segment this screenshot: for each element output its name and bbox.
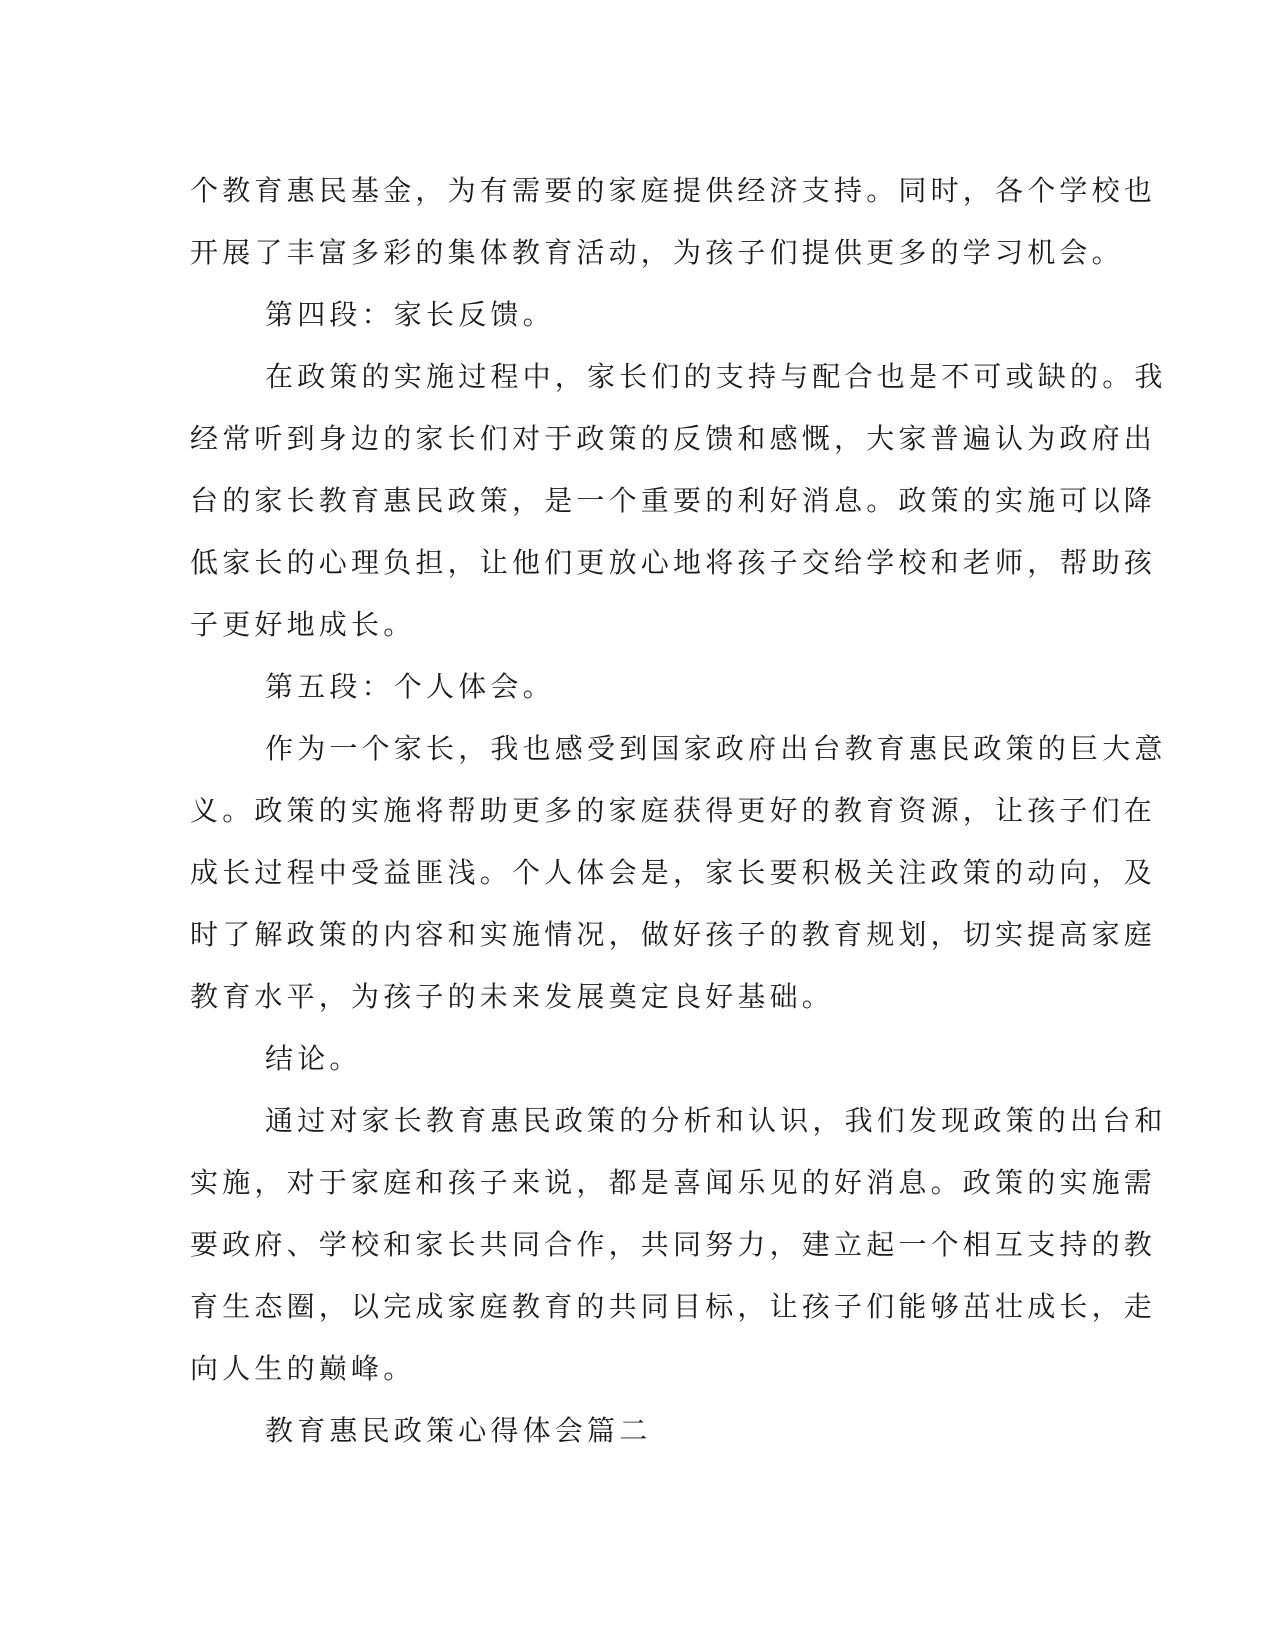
text-line: 个教育惠民基金，为有需要的家庭提供经济支持。同时，各个学校也 (190, 174, 1157, 207)
section-heading-conclusion: 结论。 (265, 1042, 362, 1075)
text-line: 通过对家长教育惠民政策的分析和认识，我们发现政策的出台和 (265, 1104, 1167, 1137)
text-line: 台的家长教育惠民政策，是一个重要的利好消息。政策的实施可以降 (190, 484, 1157, 517)
section-heading-5: 第五段：个人体会。 (265, 670, 555, 703)
text-line: 经常听到身边的家长们对于政策的反馈和感慨，大家普遍认为政府出 (190, 422, 1157, 455)
text-line: 实施，对于家庭和孩子来说，都是喜闻乐见的好消息。政策的实施需 (190, 1166, 1157, 1199)
text-line: 要政府、学校和家长共同合作，共同努力，建立起一个相互支持的教 (190, 1228, 1157, 1261)
section-heading-4: 第四段：家长反馈。 (265, 298, 555, 331)
text-line: 向人生的巅峰。 (190, 1352, 416, 1385)
text-line: 教育水平，为孩子的未来发展奠定良好基础。 (190, 980, 835, 1013)
text-line: 成长过程中受益匪浅。个人体会是，家长要积极关注政策的动向，及 (190, 856, 1157, 889)
text-line: 时了解政策的内容和实施情况，做好孩子的教育规划，切实提高家庭 (190, 918, 1157, 951)
article-title-part-two: 教育惠民政策心得体会篇二 (265, 1414, 652, 1447)
text-line: 子更好地成长。 (190, 608, 416, 641)
text-line: 在政策的实施过程中，家长们的支持与配合也是不可或缺的。我 (265, 360, 1167, 393)
text-line: 低家长的心理负担，让他们更放心地将孩子交给学校和老师，帮助孩 (190, 546, 1157, 579)
text-line: 育生态圈，以完成家庭教育的共同目标，让孩子们能够茁壮成长，走 (190, 1290, 1157, 1323)
text-line: 开展了丰富多彩的集体教育活动，为孩子们提供更多的学习机会。 (190, 236, 1124, 269)
text-line: 作为一个家长，我也感受到国家政府出台教育惠民政策的巨大意 (265, 732, 1167, 765)
document-body (190, 160, 1167, 1462)
text-line: 义。政策的实施将帮助更多的家庭获得更好的教育资源，让孩子们在 (190, 794, 1157, 827)
